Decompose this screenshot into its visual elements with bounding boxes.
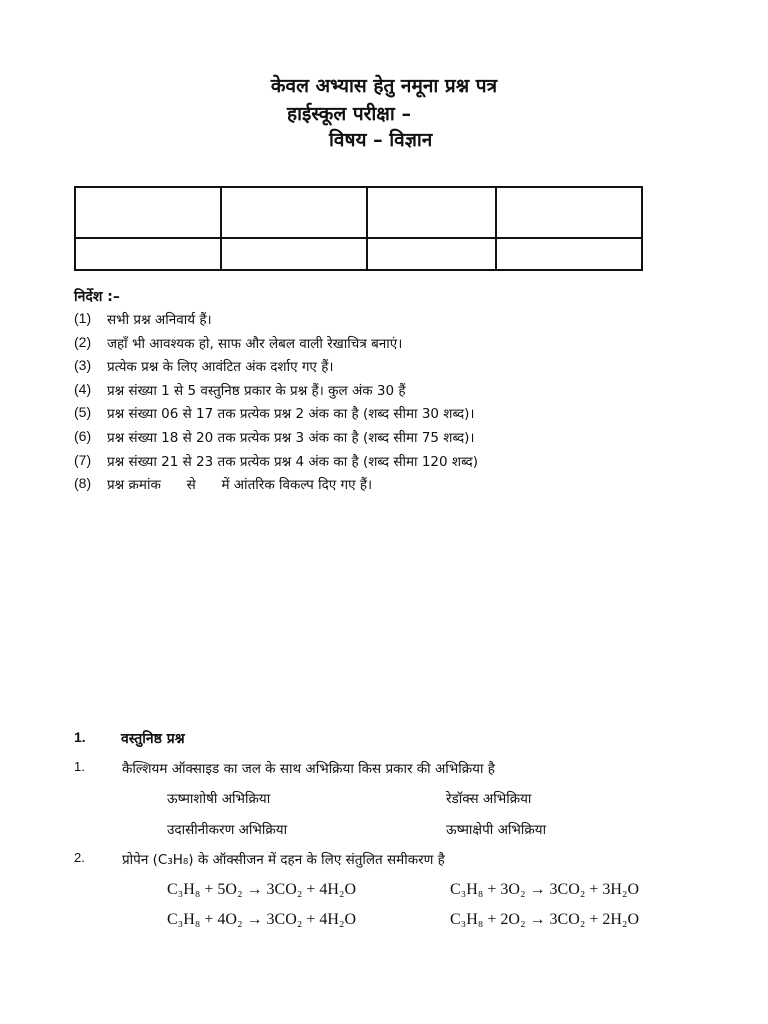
question-2-option-a: C₃H₈ + 5O₂ → 3CO₂ + 4H₂O	[167, 881, 357, 898]
blank-details-table	[74, 186, 643, 271]
question-1-option-d: ऊष्माक्षेपी अभिक्रिया	[446, 822, 547, 838]
instruction-text: प्रश्न क्रमांक से में आंतरिक विकल्प दिए गए हैं।	[107, 477, 373, 494]
question-number: 1.	[74, 759, 85, 774]
table-cell	[367, 187, 496, 238]
paper-title: केवल अभ्यास हेतु नमूना प्रश्न पत्र	[270, 75, 498, 97]
question-1-option-a: ऊष्माशोषी अभिक्रिया	[167, 791, 271, 807]
subject-name: विषय – विज्ञान	[329, 129, 433, 151]
instruction-number: (1)	[74, 310, 92, 326]
table-cell	[367, 238, 496, 270]
instruction-text: प्रश्न संख्या 18 से 20 तक प्रत्येक प्रश्न 3 अंक का है (शब्द सीमा 75 शब्द)।	[107, 429, 475, 446]
question-text: प्रोपेन (C₃H₈) के ऑक्सीजन में दहन के लिए संतुलित समीकरण है	[122, 852, 445, 868]
section-number: 1.	[74, 729, 86, 745]
table-cell	[221, 187, 367, 238]
question-1-option-b: रेडॉक्स अभिक्रिया	[446, 791, 532, 807]
instruction-text: प्रश्न संख्या 06 से 17 तक प्रत्येक प्रश्न 2 अंक का है (शब्द सीमा 30 शब्द)।	[107, 406, 475, 423]
instruction-number: (7)	[74, 451, 92, 468]
instruction-number: (5)	[74, 404, 92, 421]
question-2-option-b: C₃H₈ + 3O₂ → 3CO₂ + 3H₂O	[450, 881, 640, 898]
instructions-heading: निर्देश :–	[74, 289, 120, 305]
instruction-number: (4)	[74, 380, 92, 397]
table-cell	[496, 187, 642, 238]
table-cell	[496, 238, 642, 270]
instruction-number: (2)	[74, 333, 92, 350]
question-2-option-d: C₃H₈ + 2O₂ → 3CO₂ + 2H₂O	[450, 911, 640, 928]
exam-name: हाईस्कूल परीक्षा –	[287, 103, 411, 125]
instruction-number: (8)	[74, 475, 92, 492]
question-1-option-c: उदासीनीकरण अभिक्रिया	[167, 822, 288, 838]
question-2-option-c: C₃H₈ + 4O₂ → 3CO₂ + 4H₂O	[167, 911, 357, 928]
instruction-text: प्रश्न संख्या 21 से 23 तक प्रत्येक प्रश्न 4 अंक का है (शब्द सीमा 120 शब्द)	[107, 453, 478, 470]
instruction-number: (3)	[74, 357, 92, 374]
table-cell	[75, 238, 221, 270]
instruction-text: जहाँ भी आवश्यक हो, साफ और लेबल वाली रेखाचित्र बनाएं।	[107, 335, 403, 352]
instruction-text: प्रश्न संख्या 1 से 5 वस्तुनिष्ठ प्रकार के प्रश्न हैं। कुल अंक 30 हैं	[107, 382, 406, 399]
section-title: वस्तुनिष्ठ प्रश्न	[121, 731, 185, 747]
question-number: 2.	[74, 850, 85, 865]
table-cell	[75, 187, 221, 238]
instruction-text: सभी प्रश्न अनिवार्य हैं।	[107, 312, 212, 328]
instruction-text: प्रत्येक प्रश्न के लिए आवंटित अंक दर्शाए गए हैं।	[107, 359, 334, 376]
question-text: कैल्शियम ऑक्साइड का जल के साथ अभिक्रिया किस प्रकार की अभिक्रिया है	[122, 761, 495, 777]
table-cell	[221, 238, 367, 270]
instruction-number: (6)	[74, 427, 92, 444]
